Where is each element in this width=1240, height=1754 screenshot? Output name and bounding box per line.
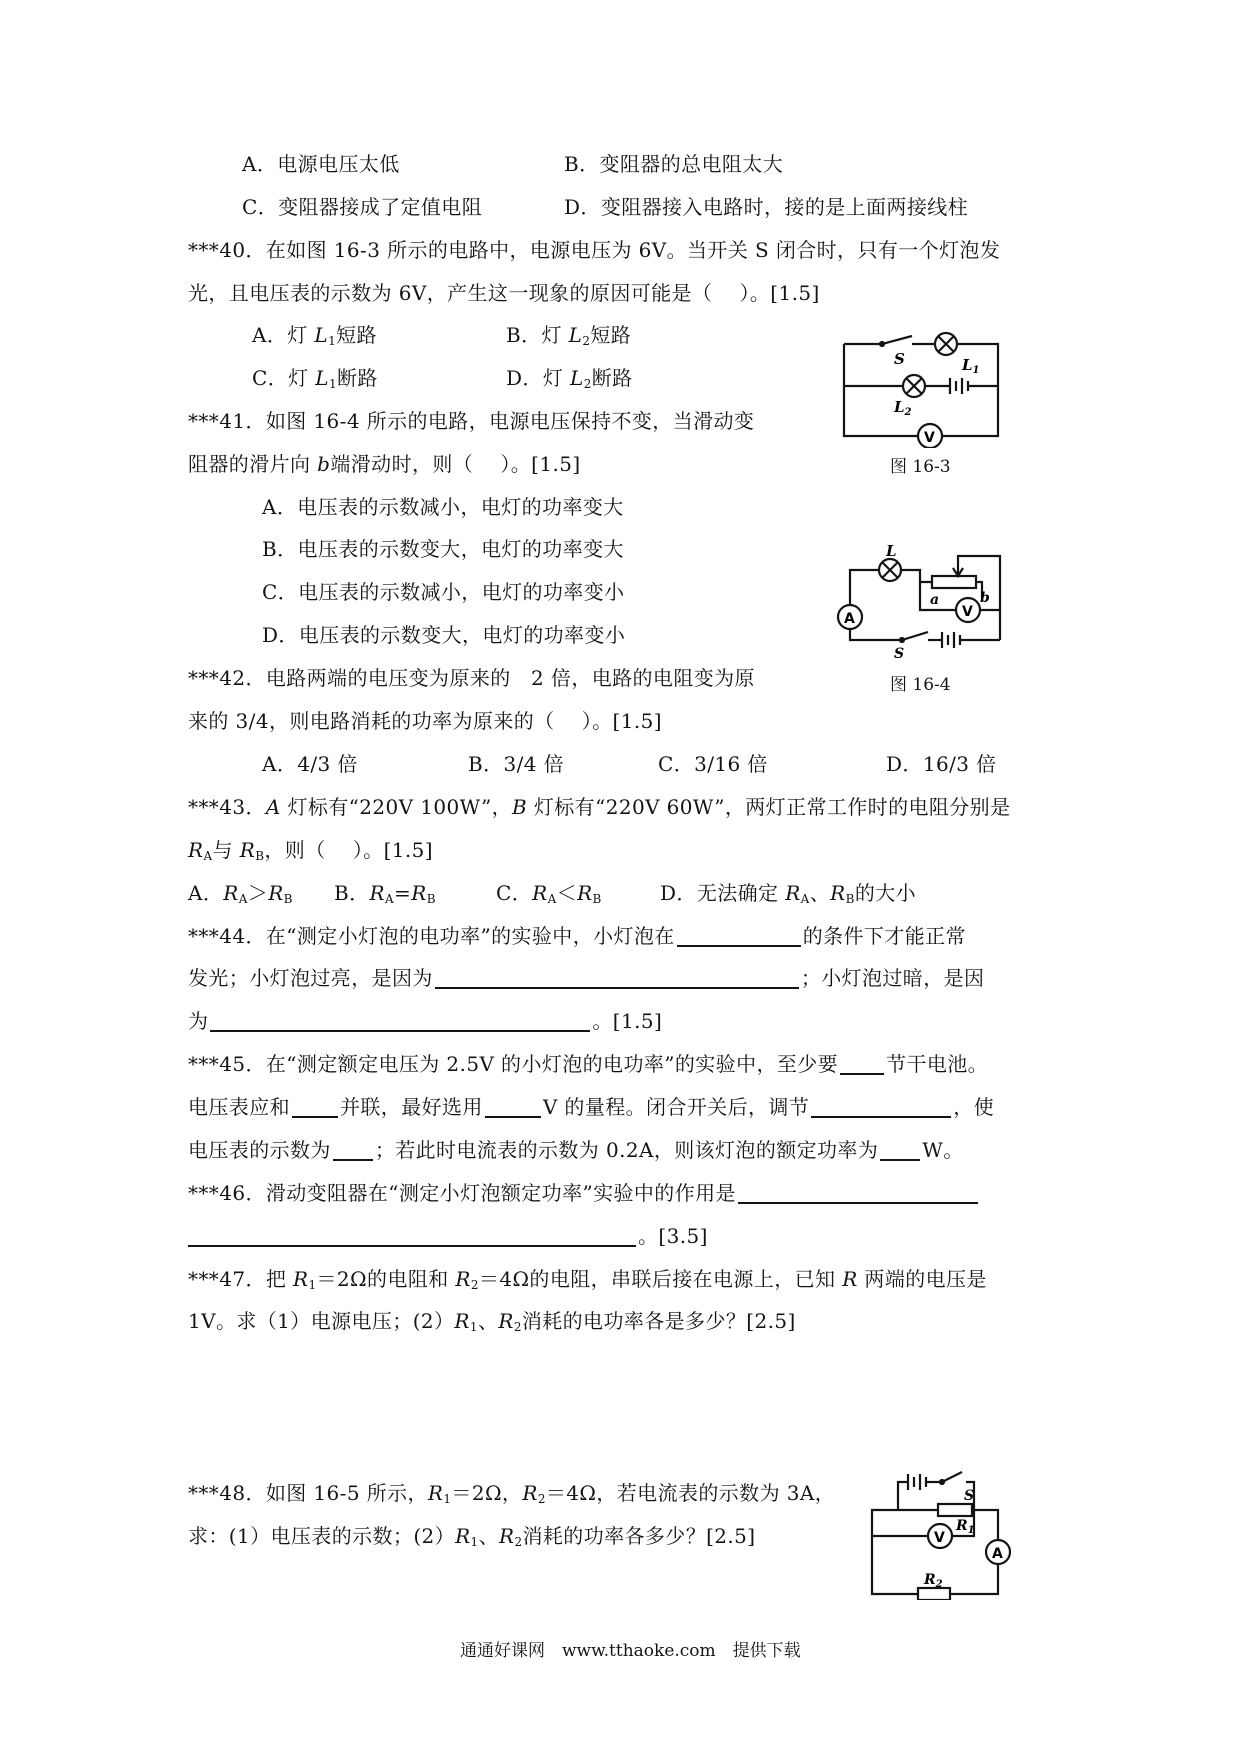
answer-blank [677,925,801,947]
q44-text-line1: ***44．在“测定小灯泡的电功率”的实验中，小灯泡在 的条件下才能正常 [188,924,966,948]
voltmeter-label: V [962,604,973,620]
q41-option-b: B．电压表的示数变大，电灯的功率变大 [262,537,624,561]
q41-text-line2: 阻器的滑片向 b端滑动时，则（ ）。[1.5] [188,452,581,476]
q43-text-line2: $R_A$与 $R_B$，则（ ）。[1.5] [188,838,433,863]
circuit-diagram-16-5 [858,1468,1020,1600]
q43-option-b: B．$R_A=R_B$ [334,881,436,906]
answer-blank [210,1010,590,1032]
q39-option-d: D．变阻器接入电路时，接的是上面两接线柱 [564,195,969,219]
q43-option-a: A．$R_A>R_B$ [188,881,293,906]
q40-text-line1: ***40．在如图 16-3 所示的电路中，电源电压为 6V。当开关 S 闭合时，只有一个灯泡发 [188,238,1001,262]
resistor-r1-label: $R_1$ [956,1518,975,1536]
lamp-l1-label: $L_1$ [962,356,980,376]
answer-blank [840,1053,884,1075]
switch-label: S [894,350,905,368]
q42-option-b: B．3/4 倍 [468,752,565,776]
q48-text-line1: ***48．如图 16-5 所示，$R_1=2\Omega$，$R_2=4\Omega$，若电流表的示数为 3A， [188,1481,836,1506]
voltmeter-label: V [924,430,935,446]
figure-caption-16-4: 图 16-4 [890,675,951,695]
q40-option-a: A．灯 $L_1$短路 [252,323,377,348]
q44-text-line3: 为 。[1.5] [188,1009,663,1033]
q39-option-c: C．变阻器接成了定值电阻 [242,195,483,219]
q47-text-line2: 1V。求（1）电源电压；$(2)R_1$、$R_2$消耗的电功率各是多少？[2.5] [188,1309,796,1334]
q40-option-b: B．灯 $L_2$短路 [506,323,632,348]
q42-option-c: C．3/16 倍 [658,752,768,776]
q46-text-line1: ***46．滑动变阻器在“测定小灯泡额定功率”实验中的作用是 [188,1179,980,1207]
switch-label: S [964,1488,975,1504]
lamp-label: L [886,542,897,560]
switch-label: S [894,646,905,660]
q43-text-line1: ***43．A 灯标有“220V 100W”，B 灯标有“220V 60W”，两灯正常工作时的电阻分别是 [188,795,1011,819]
q40-text-line2: 光，且电压表的示数为 6V，产生这一现象的原因可能是（ ）。[1.5] [188,281,820,305]
answer-blank [435,967,799,989]
ammeter-label: A [844,611,855,627]
q46-text-line2: 。[3.5] [188,1222,708,1250]
q42-text-line2: 来的 3/4，则电路消耗的功率为原来的（ ）。[1.5] [188,709,662,733]
answer-blank [880,1139,920,1161]
ammeter-label: A [992,1546,1003,1562]
rheostat-end-a-label: a [930,592,940,608]
q39-option-b: B．变阻器的总电阻太大 [564,152,784,176]
q41-option-a: A．电压表的示数减小，电灯的功率变大 [262,495,624,519]
q45-text-line2: 电压表应和 并联，最好选用 V 的量程。闭合开关后，调节 ，使 [188,1095,995,1119]
q47-text-line1: ***47．把 $R_1=2\Omega$的电阻和 $R_2=4\Omega$的电阻，串联后接在电源上，已知 R 两端的电压是 [188,1267,987,1292]
circuit-diagram-16-3 [832,326,1012,448]
q48-text-line2: 求：(1）电压表的示数；$(2)R_1$、$R_2$消耗的功率各多少？[2.5] [188,1524,756,1549]
lamp-l2-label: $L_2$ [894,398,912,418]
q43-option-d: D．无法确定 $R_A$、$R_B$的大小 [660,881,917,906]
answer-blank [738,1182,978,1204]
answer-blank [292,1096,338,1118]
q39-option-a: A．电源电压太低 [242,152,400,176]
resistor-r2-label: $R_2$ [924,1572,943,1590]
q42-option-d: D．16/3 倍 [886,752,997,776]
footer-source-note: 通通好课网 www.tthaoke.com 提供下载 [460,1641,801,1661]
q41-text-line1: ***41．如图 16-4 所示的电路，电源电压保持不变，当滑动变 [188,409,755,433]
q42-text-line1: ***42．电路两端的电压变为原来的 2 倍，电路的电阻变为原 [188,666,755,690]
answer-blank [485,1096,541,1118]
rheostat-end-b-label: b [980,590,990,606]
q41-option-c: C．电压表的示数减小，电灯的功率变小 [262,580,625,604]
answer-blank [811,1096,951,1118]
figure-caption-16-3: 图 16-3 [890,457,951,477]
circuit-diagram-16-4 [832,530,1012,660]
q44-text-line2: 发光；小灯泡过亮，是因为 ；小灯泡过暗，是因 [188,966,985,990]
q42-option-a: A．4/3 倍 [262,752,358,776]
q45-text-line3: 电压表的示数为 ；若此时电流表的示数为 0.2A，则该灯泡的额定功率为 W。 [188,1138,964,1162]
q43-option-c: C．$R_A<R_B$ [496,881,602,906]
answer-blank [333,1139,373,1161]
q40-option-c: C．灯 $L_1$断路 [252,366,378,391]
answer-blank [188,1225,636,1247]
q40-option-d: D．灯 $L_2$断路 [506,366,633,391]
voltmeter-label: V [934,1530,945,1546]
q41-option-d: D．电压表的示数变大，电灯的功率变小 [262,623,626,647]
q45-text-line1: ***45．在“测定额定电压为 2.5V 的小灯泡的电功率”的实验中，至少要 节干电池。 [188,1052,989,1076]
